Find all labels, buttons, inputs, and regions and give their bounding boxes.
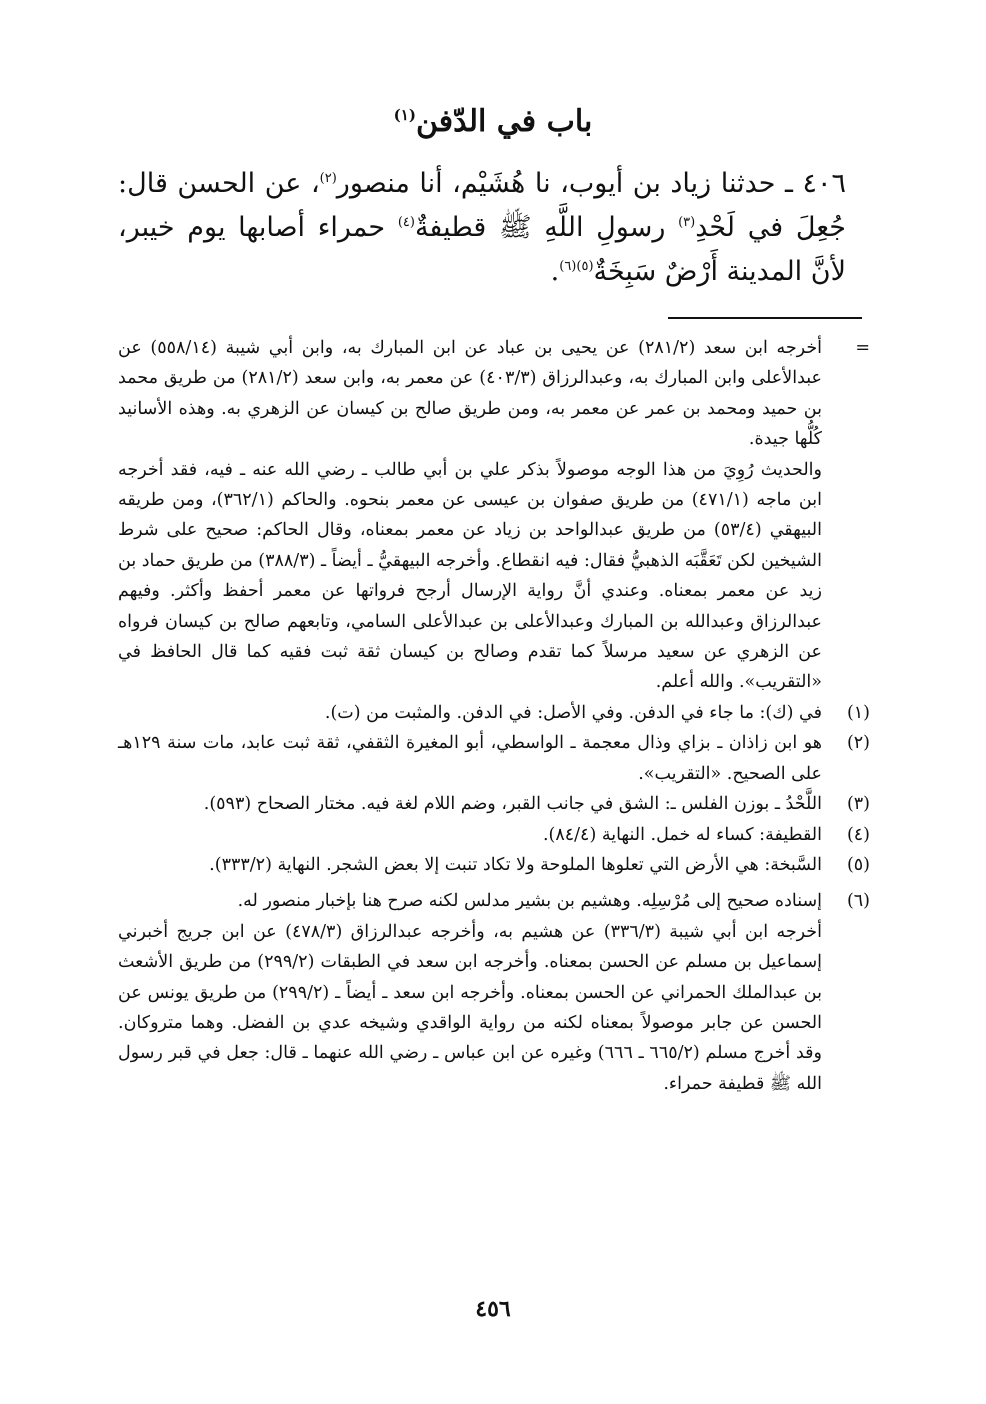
hadith-note-ref-2: (٢) [319,171,337,186]
footnote-5-text: السَّبخة: هي الأرض التي تعلوها الملوحة ولا تكاد تنبت إلا بعض الشجر. النهاية (٣٣٣/٢). [209,854,822,875]
chapter-title [0,104,986,139]
footnote-1-number: (١) [846,702,870,723]
footnote-4 [118,820,870,850]
continued-note-paragraph-1: أخرجه ابن سعد (٢٨١/٢) عن يحيى بن عباد عن ابن المبارك به، وابن أبي شيبة (٥٥٨/١٤) عن عبدالأعلى وابن المبارك به، وعبدالرزاق (٤٠٣/٣) عن معمر به، وابن سعد (٢٨١/٢) من طريق محمد بن حميد ومحمد بن عمر عن معمر به، ومن طريق صالح بن كيسان عن الزهري به. وهذه الأسانيد كُلُّها جيدة. [118,338,823,450]
chapter-title-note-ref: (١) [393,106,416,124]
hadith-part-5: . [550,256,560,287]
continued-note [118,333,870,698]
chapter-title-text: باب في الدّفن [415,104,593,139]
footnotes-section [118,333,870,1099]
footnote-3-number: (٣) [846,794,870,815]
hadith-note-ref-5-6: (٥)(٦) [559,259,594,274]
page-number: ٤٥٦ [475,1296,511,1322]
footnote-2-text: هو ابن زاذان ـ بزاي وذال معجمة ـ الواسطي، أبو المغيرة الثقفي، ثقة ثبت عابد، مات سنة ١٢٩هـ على الصحيح. «التقريب». [118,733,822,784]
footnote-6-text: إسناده صحيح إلى مُرْسِلِه. وهشيم بن بشير مدلس لكنه صرح هنا بإخبار منصور له. [237,891,822,912]
hadith-note-ref-3: (٣) [678,215,696,230]
continued-note-paragraph-2: والحديث رُوِيَ من هذا الوجه موصولاً بذكر علي بن أبي طالب ـ رضي الله عنه ـ فيه، فقد أخرجه ابن ماجه (٤٧١/١) من طريق صفوان بن عيسى عن معمر بنحوه. والحاكم (٣٦٢/١)، ومن طريقه البيهقي (٥٣/٤) من طريق عبدالواحد بن زياد عن معمر بمعناه، وقال الحاكم: صحيح على شرط الشيخين لكن تَعَقَّبَه الذهبيُّ فقال: فيه انقطاع. وأخرجه البيهقيُّ ـ أيضاً ـ (٣٨٨/٣) من طريق حماد بن زيد عن معمر بمعناه. وعندي أنَّ رواية الإرسال أرجح فرواتها عن معمر أحفظ وأكثر. وفيهم عبدالرزاق وعبدالله بن المبارك وعبدالأعلى بن عبدالأعلى السامي، وتابعهم صالح بن كيسان فرواه عن الزهري عن سعيد مرسلاً كما تقدم وصالح بن كيسان ثقة ثبت فقيه كما قال الحافظ في «التقريب». والله أعلم. [118,459,823,693]
footnote-2 [118,728,870,789]
hadith-note-ref-4: (٤) [397,215,415,230]
hadith-part-3: رسولِ اللَّهِ ﷺ قطيفةٌ [414,212,679,243]
hadith-part-1: ٤٠٦ ـ حدثنا زياد بن أيوب، نا هُشَيْم، أنا منصور [336,168,846,199]
footnote-4-text: القطيفة: كساء له خمل. النهاية (٨٤/٤). [542,824,822,845]
footnote-2-number: (٢) [846,733,870,754]
footnote-5-number: (٥) [846,854,870,875]
footnote-6-number: (٦) [846,891,870,912]
hadith-part-4: حمراء أصابها يوم خيبر، لأنَّ المدينة أَرْضٌ سَبِخَةٌ [118,212,846,287]
footnote-6-continuation: أخرجه ابن أبي شيبة (٣٣٦/٣) عن هشيم به، وأخرجه عبدالرزاق (٤٧٨/٣) عن ابن جريج أخبرني إسماعيل بن مسلم عن الحسن بمعناه. وأخرجه ابن سعد في الطبقات (٢٩٩/٢) من طريق الأشعث بن عبدالملك الحمراني عن الحسن بمعناه. وأخرجه ابن سعد ـ أيضاً ـ (٢٩٩/٢) من طريق يونس عن الحسن عن جابر موصولاً بمعناه لكنه من رواية الواقدي وشيخه عدي بن الفضل. وهما متروكان. وقد أخرج مسلم (٦٦٥/٢ ـ ٦٦٦) وغيره عن ابن عباس ـ رضي الله عنهما ـ قال: جعل في قبر رسول الله ﷺ قطيفة حمراء. [118,921,822,1094]
footnote-5 [118,850,870,880]
footnote-1-text: في (ك): ما جاء في الدفن. وفي الأصل: في الدفن. والمثبت من (ت). [324,702,822,723]
hadith-text [118,162,846,294]
continued-note-marker: = [855,338,870,358]
footnote-3-text: اللَّحْدُ ـ بوزن الفلس ـ: الشق في جانب القبر، وضم اللام لغة فيه. مختار الصحاح (٥٩٣). [203,794,822,815]
footnote-4-number: (٤) [846,824,870,845]
footnote-separator [668,317,862,319]
hadith-part-2: ، عن الحسن قال: جُعِلَ في لَحْدِ [118,168,846,243]
footnote-3 [118,789,870,819]
footnote-6 [118,886,870,916]
footnote-1 [118,698,870,728]
